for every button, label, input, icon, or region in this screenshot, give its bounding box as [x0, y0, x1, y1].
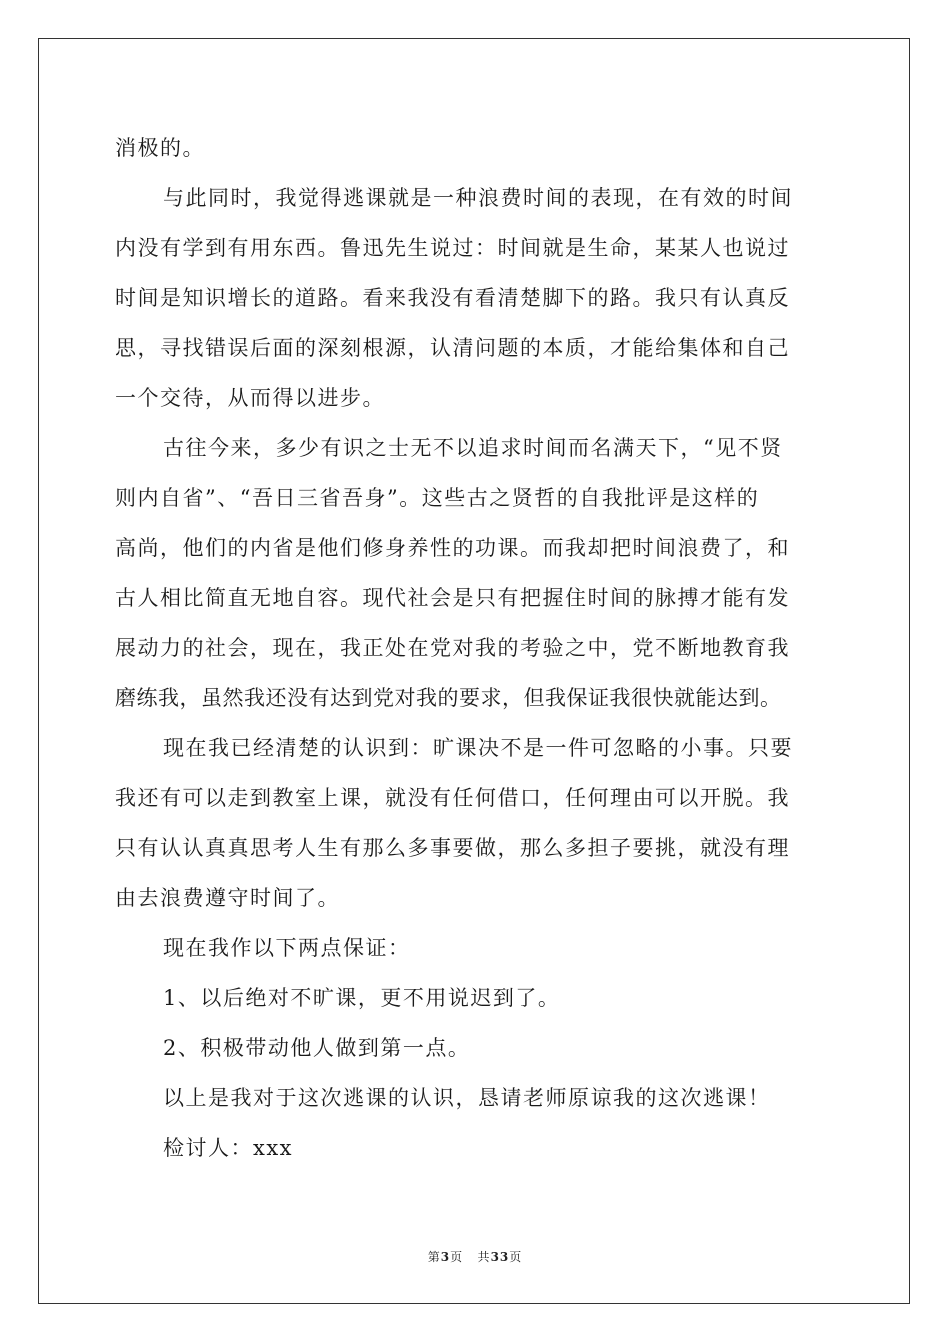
page-footer [0, 1248, 950, 1265]
paragraph-line: 磨练我，虽然我还没有达到党对我的要求，但我保证我很快就能达到。 [115, 686, 782, 710]
paragraph-line: 时间是知识增长的道路。看来我没有看清楚脚下的路。我只有认真反 [115, 286, 790, 310]
paragraph-line: 只有认认真真思考人生有那么多事要做，那么多担子要挑，就没有理 [115, 836, 790, 860]
paragraph-line: 与此同时，我觉得逃课就是一种浪费时间的表现，在有效的时间 [163, 186, 793, 210]
page-border [38, 38, 910, 1304]
list-item-1: 1、以后绝对不旷课，更不用说迟到了。 [163, 986, 561, 1010]
paragraph-line: 我还有可以走到教室上课，就没有任何借口，任何理由可以开脱。我 [115, 786, 790, 810]
total-label-suffix: 页 [509, 1250, 523, 1264]
paragraph-line: 思，寻找错误后面的深刻根源，认清问题的本质，才能给集体和自己 [115, 336, 790, 360]
paragraph-line: 现在我作以下两点保证： [163, 936, 411, 960]
list-item-2: 2、积极带动他人做到第一点。 [163, 1036, 471, 1060]
page-label-suffix: 页 [450, 1250, 464, 1264]
paragraph-line: 展动力的社会，现在，我正处在党对我的考验之中，党不断地教育我 [115, 636, 790, 660]
paragraph-line: 消极的。 [115, 136, 205, 160]
total-pages: 33 [490, 1250, 510, 1264]
paragraph-line: 则内自省”、“吾日三省吾身”。这些古之贤哲的自我批评是这样的 [115, 486, 760, 510]
paragraph-line: 古往今来，多少有识之士无不以追求时间而名满天下，“见不贤 [163, 436, 783, 460]
paragraph-line: 高尚，他们的内省是他们修身养性的功课。而我却把时间浪费了，和 [115, 536, 790, 560]
page-label-prefix: 第 [427, 1250, 441, 1264]
paragraph-line: 由去浪费遵守时间了。 [115, 886, 340, 910]
page-number: 3 [440, 1250, 451, 1264]
paragraph-line: 古人相比简直无地自容。现代社会是只有把握住时间的脉搏才能有发 [115, 586, 790, 610]
paragraph-line: 一个交待，从而得以进步。 [115, 386, 385, 410]
paragraph-line: 现在我已经清楚的认识到：旷课决不是一件可忽略的小事。只要 [163, 736, 793, 760]
closing-line: 以上是我对于这次逃课的认识，恳请老师原谅我的这次逃课！ [163, 1086, 771, 1110]
total-label-prefix: 共 [477, 1250, 491, 1264]
signature-line: 检讨人：xxx [163, 1136, 294, 1160]
paragraph-line: 内没有学到有用东西。鲁迅先生说过：时间就是生命，某某人也说过 [115, 236, 790, 260]
